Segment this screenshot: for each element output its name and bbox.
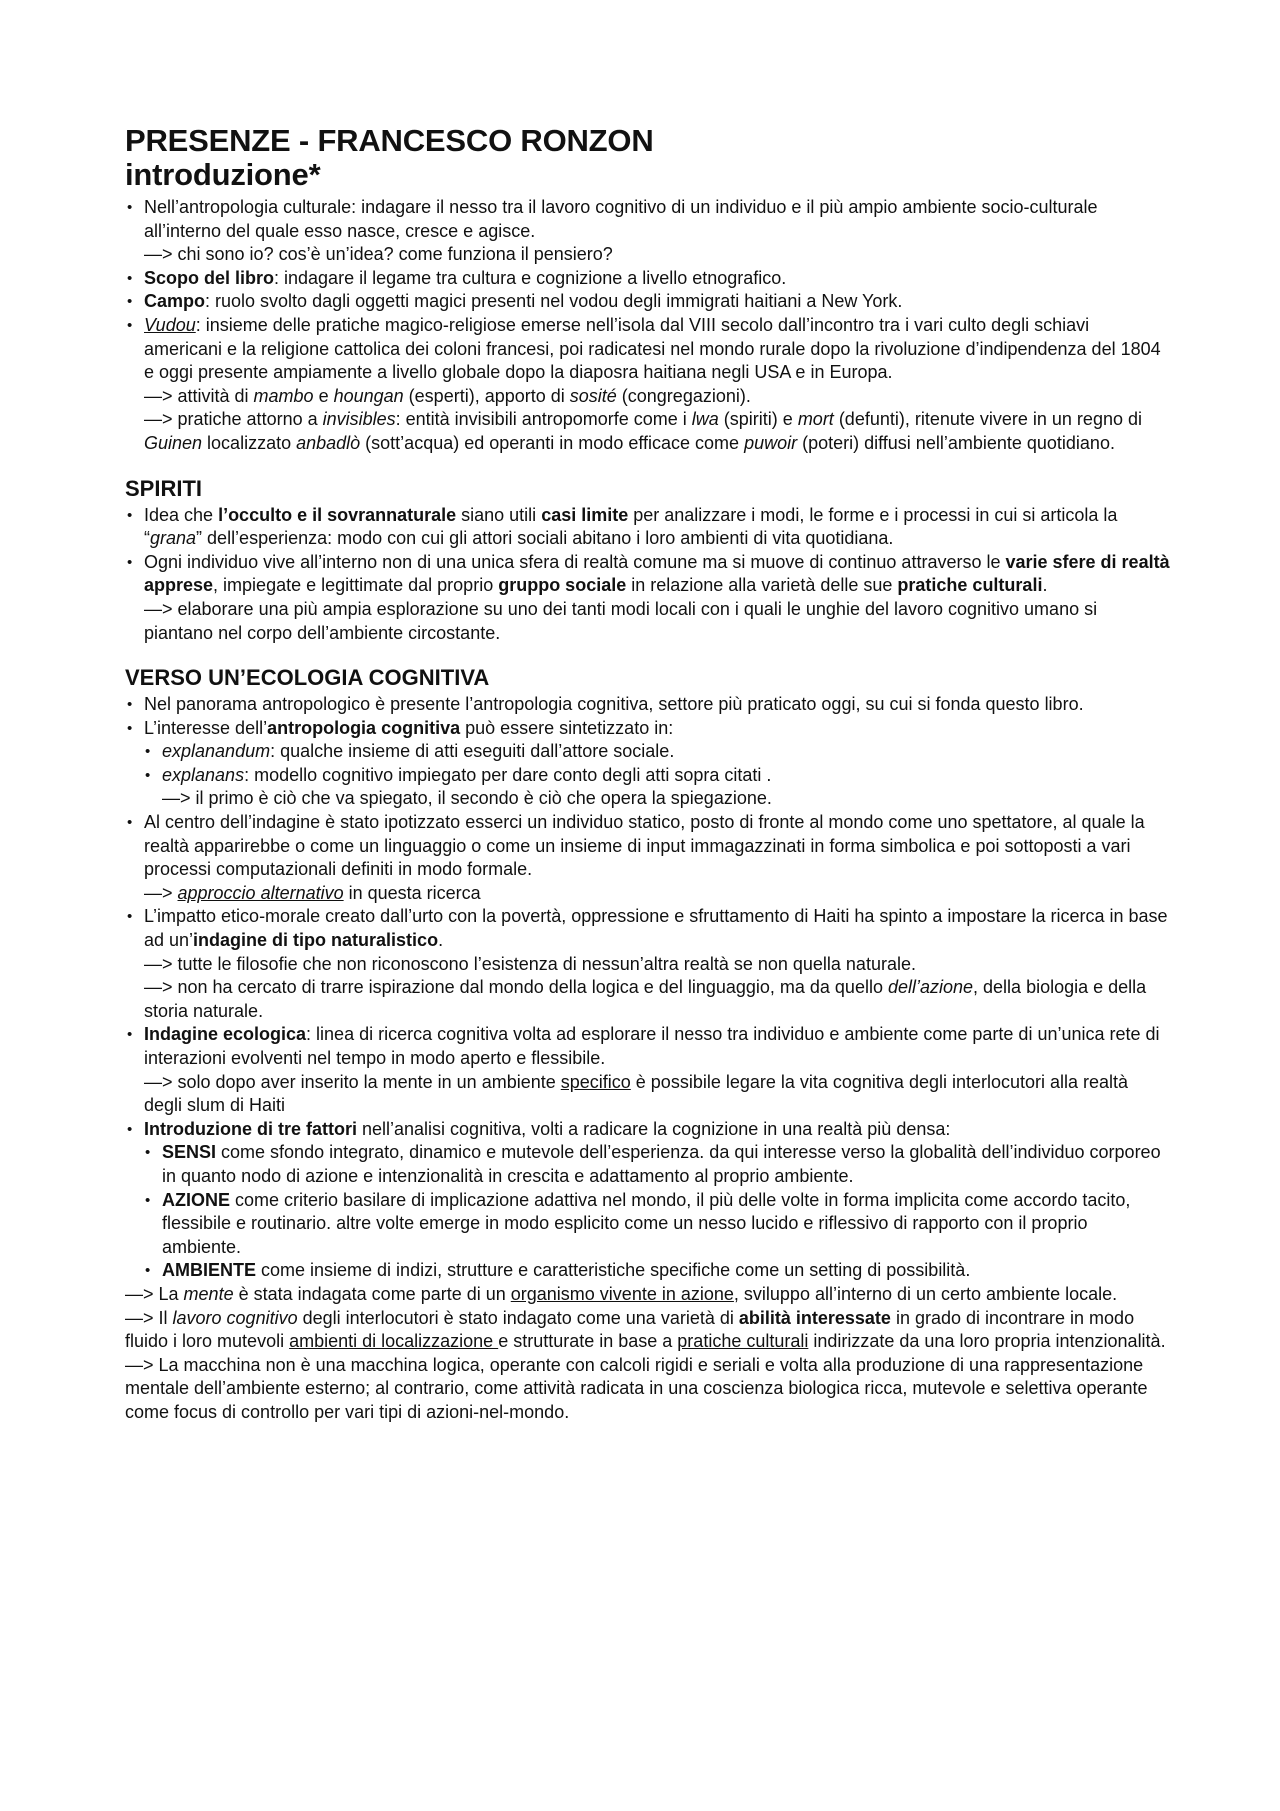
list-item: • Ogni individuo vive all’interno non di una unica sfera di realtà comune ma si muove di continuo attraverso le varie sfere di realtà apprese, impiegate e legittimate dal proprio gruppo sociale in relazione alla varietà delle sue pratiche culturali.: [125, 551, 1170, 598]
list-item: • L’impatto etico-morale creato dall’urto con la povertà, oppressione e sfruttamento di Haiti ha spinto a impostare la ricerca in base ad un’indagine di tipo naturalistico.: [125, 905, 1170, 952]
sub-list-item: • explanandum: qualche insieme di atti eseguiti dall’attore sociale.: [125, 740, 1170, 764]
conclusion-note: —> La macchina non è una macchina logica, operante con calcoli rigidi e seriali e volta alla produzione di una rappresentazione mentale dell’ambiente esterno; al contrario, come attività radicata in una coscienza biologica ricca, mutevole e selettiva operante come focus di controllo per vari tipi di azioni-nel-mondo.: [125, 1354, 1148, 1422]
arrow-note: —> non ha cercato di trarre ispirazione dal mondo della logica e del linguaggio, ma da quello dell’azione, della biologia e della storia naturale.: [144, 977, 1147, 1021]
arrow-note: —> approccio alternativo in questa ricerca: [144, 882, 481, 903]
arrow-note: —> tutte le filosofie che non riconoscono l’esistenza di nessun’altra realtà se non quella naturale.: [144, 953, 916, 974]
section-heading-ecologia: VERSO UN’ECOLOGIA COGNITIVA: [125, 665, 490, 691]
list-item: • Nell’antropologia culturale: indagare il nesso tra il lavoro cognitivo di un individuo e il più ampio ambiente socio-culturale all’interno del quale esso nasce, cresce e agisce.: [125, 196, 1170, 243]
arrow-note: —> elaborare una più ampia esplorazione su uno dei tanti modi locali con i quali le unghie del lavoro cognitivo umano si piantano nel corpo dell’ambiente circostante.: [144, 598, 1098, 643]
arrow-note: —> pratiche attorno a invisibles: entità invisibili antropomorfe come i lwa (spiriti) e mort (defunti), ritenute vivere in un regno di Guinen localizzato anbadlò (sott’acqua) ed operanti in modo efficace come puwoir (poteri) diffusi nell’ambiente quotidiano.: [144, 409, 1142, 453]
list-item: • Al centro dell’indagine è stato ipotizzato esserci un individuo statico, posto di fronte al mondo come uno spettatore, al quale la realtà apparirebbe o come un linguaggio o come un insieme di input immagazzinati in forma simbolica e poi sottoposti a vari processi computazionali definiti in modo formale.: [125, 811, 1170, 882]
list-item: • Scopo del libro: indagare il legame tra cultura e cognizione a livello etnografico.: [125, 267, 1170, 291]
arrow-note: —> chi sono io? cos’è un’idea? come funziona il pensiero?: [144, 244, 613, 265]
list-item: • Vudou: insieme delle pratiche magico-religiose emerse nell’isola dal VIII secolo dall’incontro tra i vari culto degli schiavi americani e la religione cattolica dei coloni francesi, poi radicatesi nel mondo rurale dopo la rivoluzione d’indipendenza del 1804 e oggi presente ampiamente a livello globale dopo la diaposra haitiana negli USA e in Europa.: [125, 314, 1170, 385]
arrow-note: —> solo dopo aver inserito la mente in un ambiente specifico è possibile legare la vita cognitiva degli interlocutori alla realtà degli slum di Haiti: [144, 1071, 1129, 1116]
sub-list-item: • SENSI come sfondo integrato, dinamico e mutevole dell’esperienza. da qui interesse verso la globalità dell’individuo corporeo in quanto nodo di azione e intenzionalità in crescita e adattamento al proprio ambiente.: [125, 1141, 1170, 1188]
list-item: • Idea che l’occulto e il sovrannaturale siano utili casi limite per analizzare i modi, le forme e i processi in cui si articola la “grana” dell’esperienza: modo con cui gli attori sociali abitano i loro ambienti di vita quotidiana.: [125, 504, 1170, 551]
sub-list-item: • AMBIENTE come insieme di indizi, strutture e caratteristiche specifiche come un setting di possibilità.: [125, 1259, 1170, 1283]
document-page: [125, 124, 1170, 1425]
document-title: PRESENZE - FRANCESCO RONZON: [125, 123, 654, 158]
arrow-note: —> il primo è ciò che va spiegato, il secondo è ciò che opera la spiegazione.: [162, 788, 772, 809]
section-heading-spiriti: SPIRITI: [125, 475, 203, 501]
intro-heading: introduzione*: [125, 157, 321, 192]
conclusion-note: —> Il lavoro cognitivo degli interlocutori è stato indagato come una varietà di abilità interessate in grado di incontrare in modo fluido i loro mutevoli ambienti di localizzazione e strutturate in base a pratiche culturali indirizzate da una loro propria intenzionalità.: [125, 1307, 1166, 1352]
sub-list-item: • AZIONE come criterio basilare di implicazione adattiva nel mondo, il più delle volte in forma implicita come accordo tacito, flessibile e routinario. altre volte emerge in modo esplicito come un nesso lucido e riflessivo di rapporto con il proprio ambiente.: [125, 1189, 1170, 1260]
list-item: • L’interesse dell’antropologia cognitiva può essere sintetizzato in:: [125, 717, 1170, 741]
list-item: • Introduzione di tre fattori nell’analisi cognitiva, volti a radicare la cognizione in una realtà più densa:: [125, 1118, 1170, 1142]
arrow-note: —> attività di mambo e houngan (esperti), apporto di sosité (congregazioni).: [144, 385, 751, 406]
sub-list-item: • explanans: modello cognitivo impiegato per dare conto degli atti sopra citati .: [125, 764, 1170, 788]
conclusion-note: —> La mente è stata indagata come parte di un organismo vivente in azione, sviluppo all’interno di un certo ambiente locale.: [125, 1283, 1118, 1304]
list-item: • Campo: ruolo svolto dagli oggetti magici presenti nel vodou degli immigrati haitiani a New York.: [125, 290, 1170, 314]
list-item: • Indagine ecologica: linea di ricerca cognitiva volta ad esplorare il nesso tra individuo e ambiente come parte di un’unica rete di interazioni evolventi nel tempo in modo aperto e flessibile.: [125, 1023, 1170, 1070]
list-item: • Nel panorama antropologico è presente l’antropologia cognitiva, settore più praticato oggi, su cui si fonda questo libro.: [125, 693, 1170, 717]
